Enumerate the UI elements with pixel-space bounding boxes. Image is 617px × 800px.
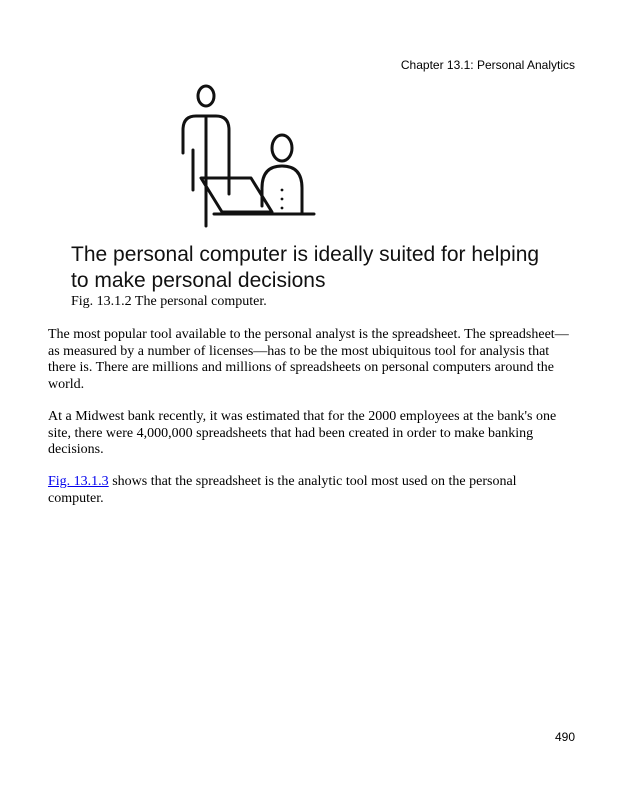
page-number: 490 [554, 730, 575, 744]
figure-caption-large: The personal computer is ideally suited for helping to make personal decisions [71, 243, 540, 292]
body-paragraph-2: At a Midwest bank recently, it was estimated that for the 2000 employees at the bank's one site, there were 4,000,000 spreadsheets that had been created in order to make banking decisions. [48, 409, 557, 457]
figure-reference-link[interactable]: Fig. 13.1.3 [48, 474, 109, 489]
body-paragraph-1: The most popular tool available to the personal analyst is the spreadsheet. The spreadsheet—as measured by a number of licenses—has to be the most ubiquitous tool for analysis that there is. There are millions and millions of spreadsheets on personal computers around the world. [48, 327, 569, 392]
running-header: Chapter 13.1: Personal Analytics [400, 58, 575, 72]
figure-caption: Fig. 13.1.2 The personal computer. [71, 294, 267, 309]
paragraph-3-text: shows that the spreadsheet is the analytic tool most used on the personal computer. [48, 474, 517, 506]
body-paragraph-3 [48, 474, 573, 507]
people-at-computer-icon [176, 78, 318, 230]
